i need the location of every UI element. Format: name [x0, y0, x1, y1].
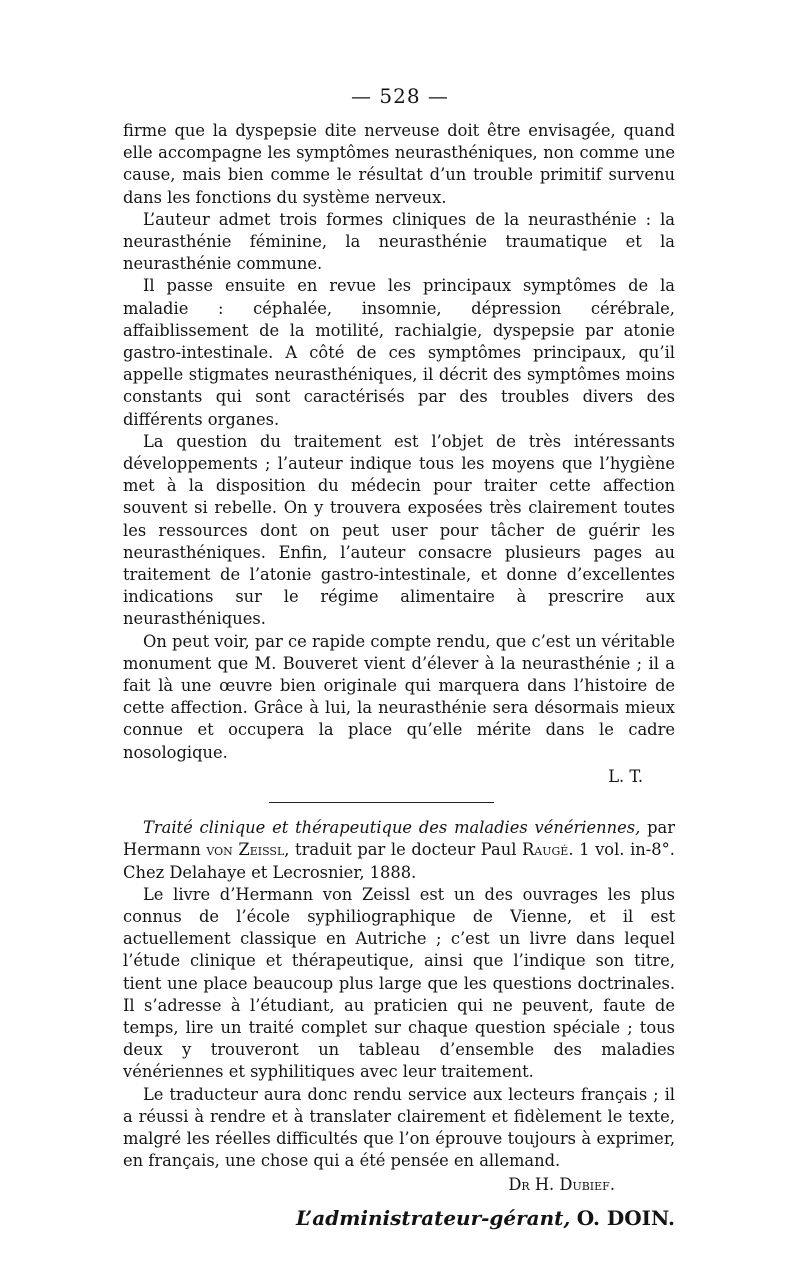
review1-paragraph-4: La question du traitement est l’objet de très intéressants développements ; l’auteur indique tous les moyens que l’hygiène met à la disposition du médecin pour traiter cette affection souvent si rebelle. On y trouvera exposées très clairement toutes les ressources dont on peut user pour tâcher de guérir les neurasthéniques. Enfin, l’auteur consacre plusieurs pages au traitement de l’atonie gastro-intestinale, et donne d’excellentes indications sur le régime alimentaire à prescrire aux neurasthéniques.	[123, 431, 675, 629]
review2-signature-line	[123, 1174, 675, 1196]
footer-name: O. DOIN.	[576, 1205, 675, 1230]
review2-translator-intro: , traduit par le docteur Paul	[284, 840, 517, 860]
page-number: — 528 —	[351, 84, 449, 108]
review1-paragraph-2: L’auteur admet trois formes cliniques de la neurasthénie : la neurasthénie féminine, la neurasthénie traumatique et la neurasthénie commune.	[123, 209, 675, 274]
page-body	[123, 120, 675, 1229]
review1-paragraph-1: firme que la dyspepsie dite nerveuse doit être envisagée, quand elle accompagne les symptômes neurasthéniques, non comme une cause, mais bien comme le résultat d’un trouble primitif survenu dans les fonctions du système nerveux.	[123, 121, 675, 207]
review2-details: . 1 vol. in-8°. Chez Delahaye et Lecrosnier, 1888.	[123, 840, 675, 882]
review2-author: Zeissl	[238, 840, 285, 860]
review2-citation	[123, 817, 675, 884]
footer-admin: L’administrateur-gérant,	[296, 1205, 571, 1230]
review2-by: par Hermann	[123, 818, 676, 860]
review1-paragraph-3: Il passe ensuite en revue les principaux symptômes de la maladie : céphalée, insomnie, dépression cérébrale, affaiblissement de la motilité, rachialgie, dyspepsie par atonie gastro-intestinale. A côté de ces symptômes principaux, qu’il appelle stigmates neurasthéniques, il décrit des symptômes moins constants qui sont caractérisés par des troubles divers des différents organes.	[123, 276, 675, 429]
section-divider	[269, 802, 494, 803]
review2-signature: Dr H. Dubief.	[508, 1175, 615, 1195]
review2-translator: Raugé	[522, 840, 569, 860]
review1-signature-line	[123, 766, 675, 788]
review1-signature: L. T.	[608, 766, 643, 786]
footer	[123, 1207, 675, 1229]
review1-paragraph-5: On peut voir, par ce rapide compte rendu, que c’est un véritable monument que M. Bouveret vient d’élever à la neurasthénie ; il a fait là une œuvre bien originale qui marquera dans l’histoire de cette affection. Grâce à lui, la neurasthénie sera désormais mieux connue et occupera la place qu’elle mérite dans le cadre nosologique.	[123, 631, 675, 762]
review2-paragraph-1: Le livre d’Hermann von Zeissl est un des ouvrages les plus connus de l’école syphiliographique de Vienne, et il est actuellement classique en Autriche ; c’est un livre dans lequel l’étude clinique et thérapeutique, ainsi que l’indique son titre, tient une place beaucoup plus large que les questions doctrinales. Il s’adresse à l’étudiant, au praticien qui ne peuvent, faute de temps, lire un traité complet sur chaque question spéciale ; tous deux y trouveront un tableau d’ensemble des maladies vénériennes et syphilitiques avec leur traitement.	[123, 884, 675, 1082]
review2-book-title: Traité clinique et thérapeutique des maladies vénériennes,	[143, 818, 641, 838]
review2-paragraph-2: Le traducteur aura donc rendu service aux lecteurs français ; il a réussi à rendre et à translater clairement et fidèlement le texte, malgré les réelles difficultés que l’on éprouve toujours à exprimer, en français, une chose qui a été pensée en allemand.	[123, 1084, 675, 1171]
review2-von: von	[206, 840, 233, 860]
